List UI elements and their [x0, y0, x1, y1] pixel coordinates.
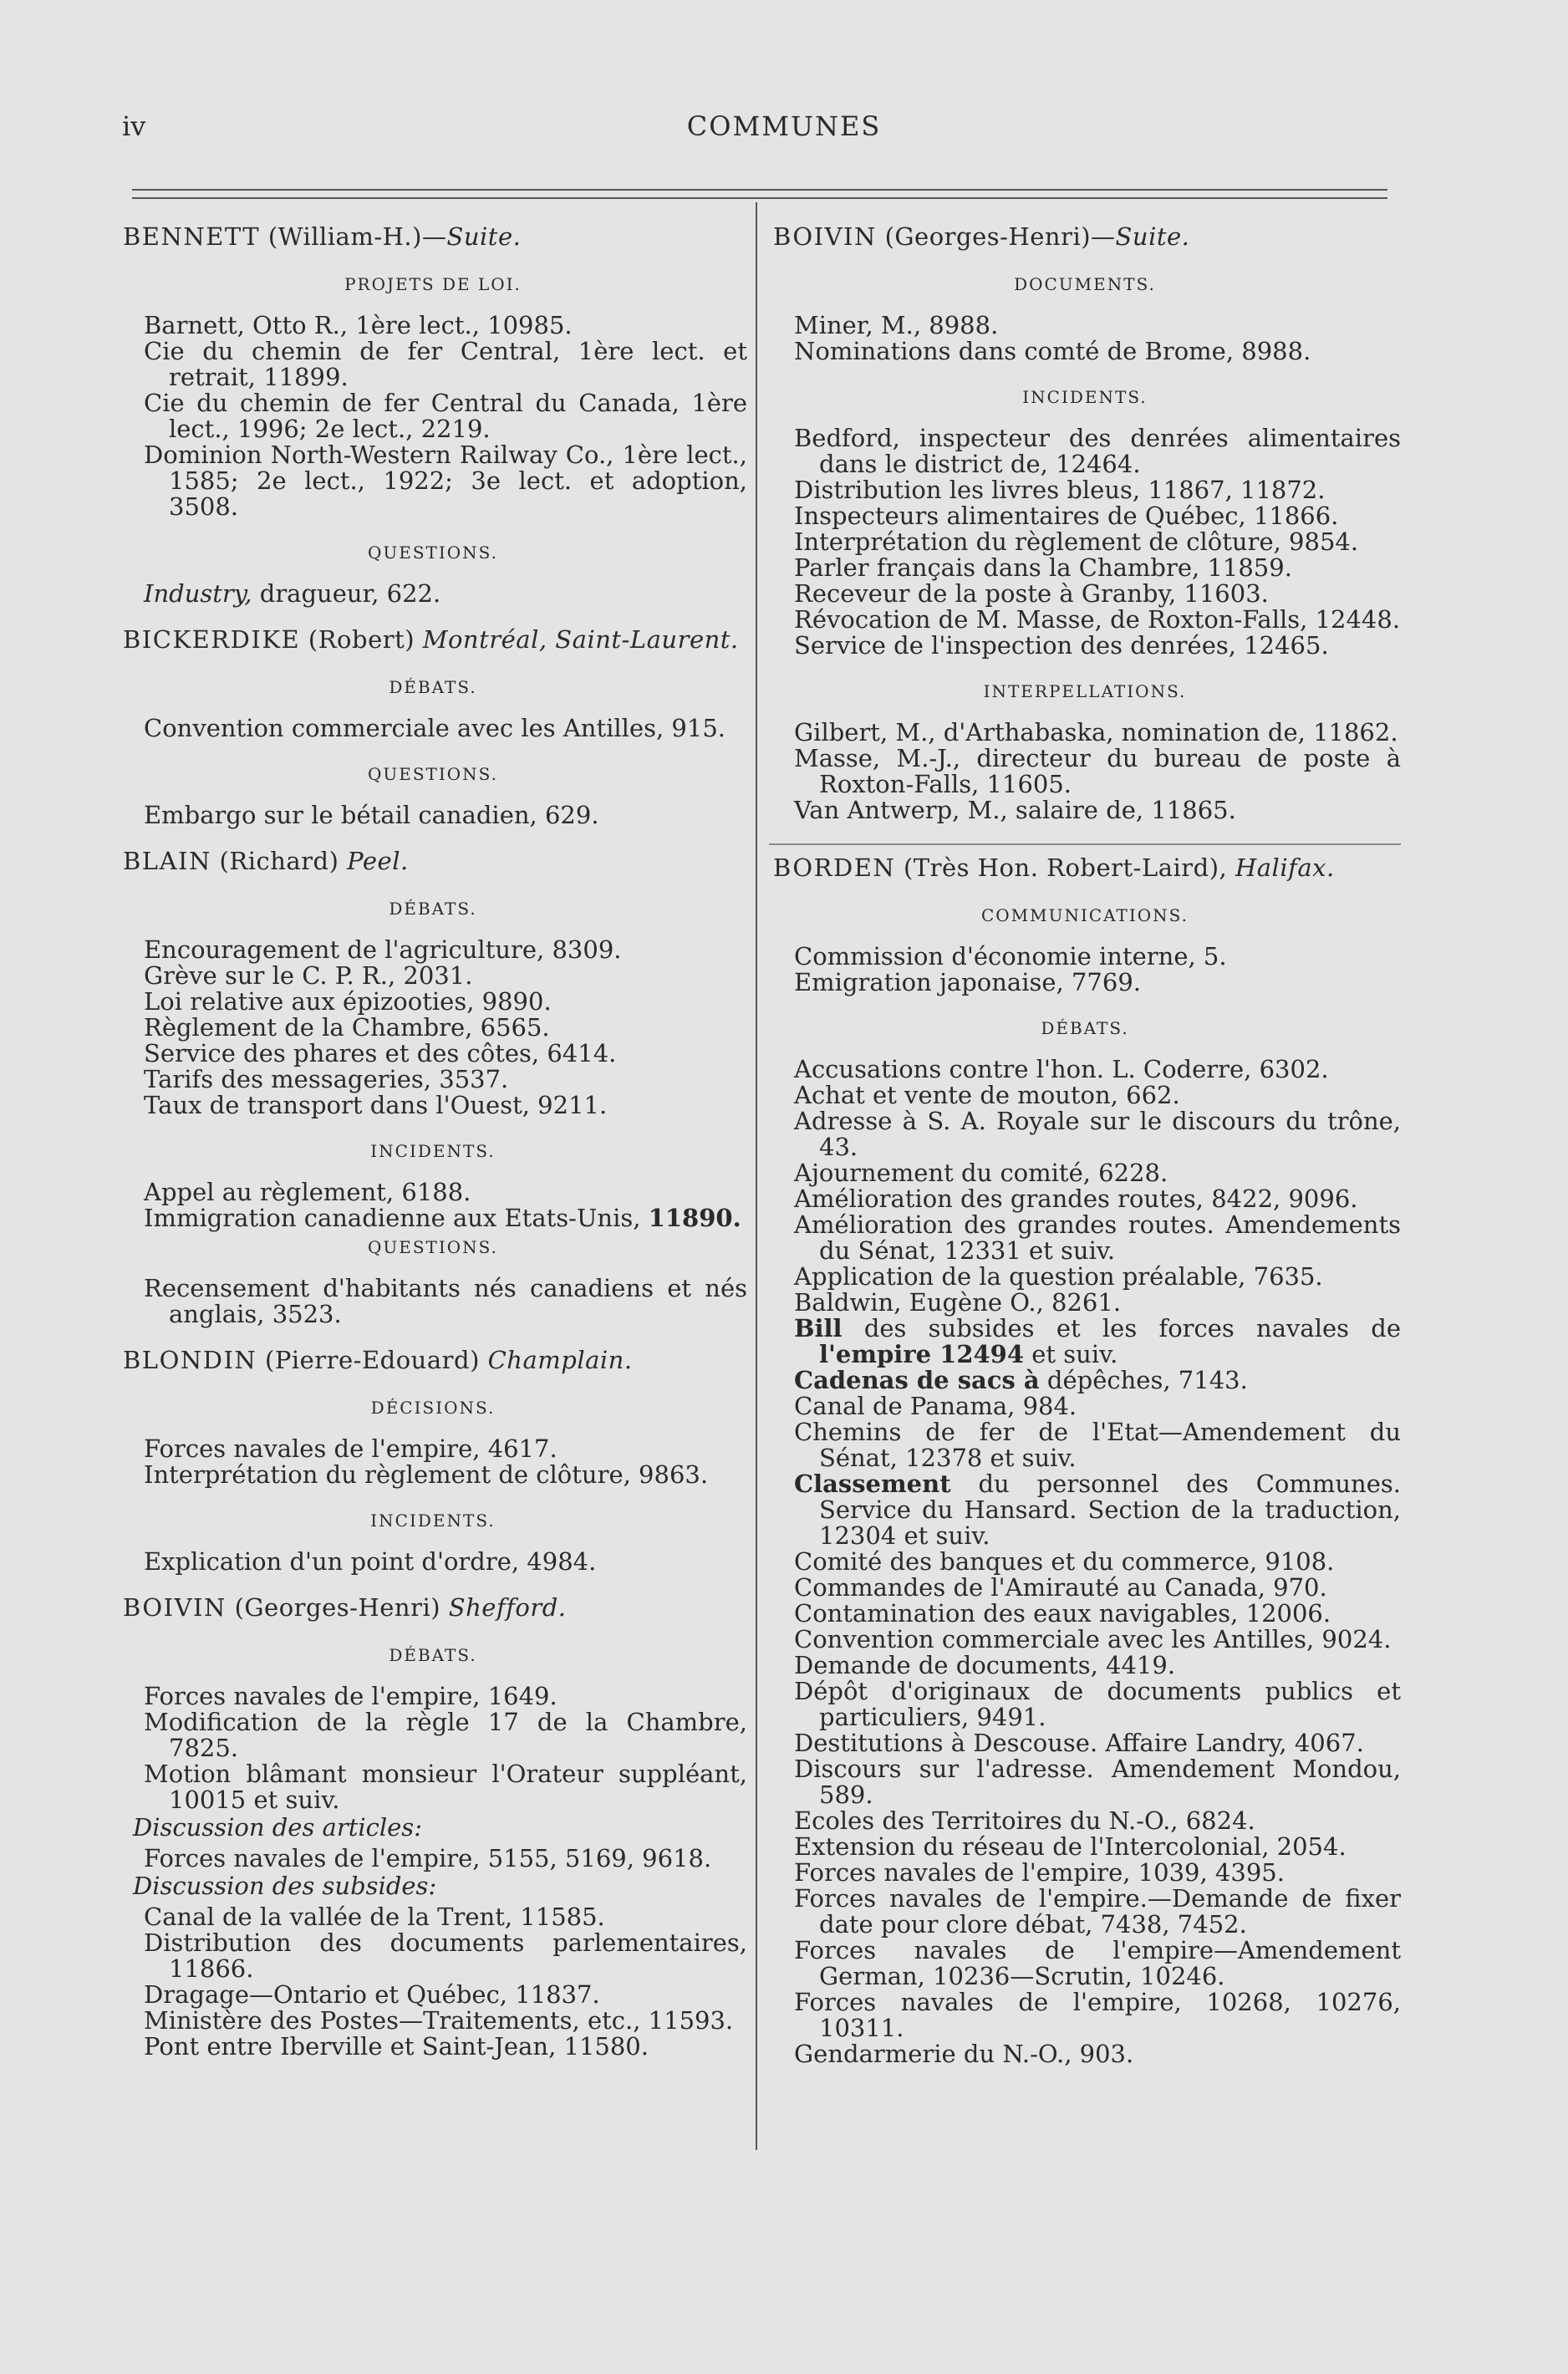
- riding-name: Halifax.: [1235, 853, 1335, 882]
- list-item: Amélioration des grandes routes. Amendements du Sénat, 12331 et suiv.: [794, 1210, 1401, 1265]
- list-item: Comité des banques et du commerce, 9108.: [794, 1547, 1335, 1576]
- list-item: Cie du chemin de fer Central du Canada, 1ère lect., 1996; 2e lect., 2219.: [144, 389, 747, 443]
- page-reference: 11890.: [648, 1204, 741, 1232]
- subsection-label-articles: Discussion des articles:: [133, 1813, 422, 1842]
- section-label-incidents: INCIDENTS.: [370, 1510, 496, 1531]
- entry-heading-borden: [769, 855, 1401, 881]
- list-item: Miner, M., 8988.: [794, 311, 999, 339]
- list-item: Ecoles des Territoires du N.-O., 6824.: [794, 1806, 1255, 1835]
- member-name: BOIVIN: [773, 222, 877, 251]
- list-item-bold: l'empire 12494: [819, 1340, 1025, 1368]
- member-given-names: (Georges-Henri)—: [876, 222, 1116, 251]
- subsection-label-subsides: Discussion des subsides:: [133, 1872, 437, 1900]
- list-item: [119, 339, 747, 390]
- list-item: Interprétation du règlement de clôture, 9854.: [794, 527, 1359, 556]
- section-label-debats: DÉBATS.: [389, 677, 477, 697]
- list-item: [119, 1205, 747, 1231]
- list-item: Forces navales de l'empire, 1649.: [144, 1682, 557, 1710]
- page-number: iv: [122, 110, 146, 142]
- list-item: Application de la question préalable, 7635.: [794, 1262, 1323, 1291]
- member-name: BENNETT: [123, 222, 261, 251]
- entry-heading-blondin: [119, 1347, 747, 1373]
- list-item: Emigration japonaise, 7769.: [794, 968, 1141, 996]
- section-label-incidents: INCIDENTS.: [370, 1141, 496, 1161]
- list-item: Masse, M.-J., directeur du bureau de poste à Roxton-Falls, 11605.: [794, 744, 1401, 798]
- list-item: Parler français dans la Chambre, 11859.: [794, 553, 1292, 582]
- list-item: Contamination des eaux navigables, 12006.: [794, 1599, 1331, 1628]
- suite-label: Suite.: [446, 222, 522, 251]
- entry-heading-boivin-suite: [769, 224, 1401, 250]
- section-label-projets: PROJETS DE LOI.: [344, 274, 522, 294]
- list-item: Service de l'inspection des denrées, 12465.: [794, 631, 1329, 660]
- list-item: Tarifs des messageries, 3537.: [144, 1065, 509, 1093]
- list-item: [769, 1368, 1401, 1393]
- list-item: Nominations dans comté de Brome, 8988.: [794, 337, 1311, 365]
- list-item: Service des phares et des côtes, 6414.: [144, 1039, 617, 1067]
- member-given-names: (Georges-Henri): [226, 1593, 449, 1622]
- running-title: COMMUNES: [686, 110, 882, 142]
- list-item: Canal de la vallée de la Trent, 11585.: [144, 1903, 605, 1931]
- list-item: Van Antwerp, M., salaire de, 11865.: [794, 796, 1236, 824]
- riding-name: Shefford.: [448, 1593, 567, 1622]
- list-item: Amélioration des grandes routes, 8422, 9096.: [794, 1184, 1358, 1213]
- list-item: Embargo sur le bétail canadien, 629.: [144, 801, 599, 829]
- list-item-text: dépêches, 7143.: [1039, 1366, 1248, 1394]
- member-given-names: (Très Hon. Robert-Laird),: [895, 853, 1235, 882]
- suite-label: Suite.: [1115, 222, 1190, 251]
- list-item: Dépôt d'originaux de documents publics et particuliers, 9491.: [794, 1677, 1401, 1731]
- member-name: BICKERDIKE: [123, 625, 301, 654]
- member-name: BOIVIN: [123, 1593, 227, 1622]
- list-item: Receveur de la poste à Granby, 11603.: [794, 579, 1269, 608]
- member-name: BLAIN: [123, 847, 211, 875]
- list-item: Loi relative aux épizooties, 9890.: [144, 987, 552, 1016]
- list-item-bold: Bill: [794, 1314, 843, 1342]
- list-item: Chemins de fer de l'Etat—Amendement du Sénat, 12378 et suiv.: [794, 1418, 1401, 1472]
- list-item: Pont entre Iberville et Saint-Jean, 11580.: [144, 2032, 649, 2061]
- list-item: Ajournement du comité, 6228.: [794, 1159, 1168, 1187]
- list-item: Destitutions à Descouse. Affaire Landry, 4067.: [794, 1729, 1364, 1757]
- list-item: Ministère des Postes—Traitements, etc., 11593.: [144, 2006, 734, 2035]
- list-item: Forces navales de l'empire, 4617.: [144, 1434, 557, 1463]
- list-item: Baldwin, Eugène O., 8261.: [794, 1288, 1122, 1317]
- list-item: Dragage—Ontario et Québec, 11837.: [144, 1980, 600, 2009]
- section-label-questions: QUESTIONS.: [367, 543, 499, 563]
- list-item: Distribution des documents parlementaires, 11866.: [144, 1928, 747, 1983]
- member-given-names: (William-H.)—: [267, 222, 447, 251]
- riding-name: Peel.: [347, 847, 409, 875]
- list-item: Inspecteurs alimentaires de Québec, 11866.: [794, 502, 1339, 530]
- list-item: Recensement d'habitants nés canadiens et nés anglais, 3523.: [144, 1274, 747, 1328]
- section-label-documents: DOCUMENTS.: [1014, 274, 1156, 294]
- list-item-text: des subsides et les forces navales de: [842, 1314, 1401, 1342]
- column-divider: [756, 202, 757, 2150]
- list-item: Modification de la règle 17 de la Chambre, 7825.: [144, 1708, 747, 1762]
- list-item: Explication d'un point d'ordre, 4984.: [144, 1547, 597, 1576]
- list-item: Gendarmerie du N.-O., 903.: [794, 2040, 1134, 2068]
- section-label-debats: DÉBATS.: [389, 1645, 477, 1665]
- section-label-questions: QUESTIONS.: [367, 1237, 499, 1257]
- list-item: Extension du réseau de l'Intercolonial, 2054.: [794, 1832, 1347, 1861]
- list-item-bold: Cadenas de sacs à: [794, 1366, 1040, 1394]
- list-item: Demande de documents, 4419.: [794, 1651, 1176, 1679]
- list-item: Forces navales de l'empire, 1039, 4395.: [794, 1858, 1285, 1887]
- right-column: [769, 224, 1401, 2067]
- section-label-interpellations: INTERPELLATIONS.: [983, 681, 1187, 701]
- list-item: Distribution les livres bleus, 11867, 11872.: [794, 476, 1326, 504]
- list-item: Gilbert, M., d'Arthabaska, nomination de, 11862.: [794, 718, 1398, 746]
- left-column: [119, 224, 747, 2060]
- list-item-bold: Classement: [794, 1470, 951, 1498]
- list-item: Grève sur le C. P. R., 2031.: [144, 961, 473, 990]
- list-item: Achat et vente de mouton, 662.: [794, 1081, 1180, 1109]
- riding-name: Champlain.: [487, 1346, 633, 1374]
- entry-heading-bennett: [119, 224, 747, 250]
- section-label-debats: DÉBATS.: [1041, 1018, 1129, 1038]
- list-item: Forces navales de l'empire, 10268, 10276, 10311.: [794, 1988, 1401, 2042]
- list-item-text: Immigration canadienne aux Etats-Unis,: [144, 1204, 649, 1232]
- section-label-questions: QUESTIONS.: [367, 764, 499, 784]
- list-item: Canal de Panama, 984.: [794, 1392, 1077, 1420]
- list-item-text: Cie du chemin de fer Central, 1ère lect. et retrait, 11899.: [144, 337, 747, 391]
- vessel-name: Industry,: [144, 579, 252, 608]
- section-label-debats: DÉBATS.: [389, 899, 477, 919]
- list-item: Discours sur l'adresse. Amendement Mondou, 589.: [794, 1755, 1401, 1809]
- entry-block-borden: [769, 843, 1401, 2067]
- list-item: [769, 1471, 1401, 1549]
- list-item: Motion blâmant monsieur l'Orateur suppléant, 10015 et suiv.: [144, 1760, 747, 1814]
- section-label-incidents: INCIDENTS.: [1022, 387, 1148, 407]
- header-rule-top: [132, 189, 1387, 191]
- list-item: [769, 1316, 1401, 1368]
- list-item: Convention commerciale avec les Antilles, 915.: [144, 714, 725, 742]
- member-name: BLONDIN: [123, 1346, 257, 1374]
- list-item-text: du personnel des Communes. Service du Hansard. Section de la traduction, 12304 et suiv.: [819, 1470, 1401, 1550]
- running-head: [0, 110, 1568, 152]
- member-given-names: (Robert): [300, 625, 423, 654]
- list-item: [119, 581, 747, 607]
- entry-heading-bickerdike: [119, 627, 747, 653]
- entry-heading-boivin: [119, 1595, 747, 1621]
- list-item-text: dragueur, 622.: [252, 579, 441, 608]
- list-item: Forces navales de l'empire, 5155, 5169, 9618.: [144, 1844, 712, 1872]
- list-item-text: et suiv.: [1024, 1340, 1118, 1368]
- riding-name: Montréal, Saint-Laurent.: [422, 625, 739, 654]
- list-item: Adresse à S. A. Royale sur le discours du trône, 43.: [794, 1107, 1401, 1161]
- list-item: Bedford, inspecteur des denrées alimentaires dans le district de, 12464.: [794, 424, 1401, 478]
- member-name: BORDEN: [773, 853, 896, 882]
- list-item: Forces navales de l'empire.—Demande de fixer date pour clore débat, 7438, 7452.: [794, 1884, 1401, 1938]
- list-item: Convention commerciale avec les Antilles, 9024.: [794, 1625, 1392, 1653]
- list-item: Commandes de l'Amirauté au Canada, 970.: [794, 1573, 1327, 1602]
- list-item: Encouragement de l'agriculture, 8309.: [144, 935, 622, 964]
- section-label-communications: COMMUNICATIONS.: [980, 905, 1189, 925]
- section-label-decisions: DÉCISIONS.: [370, 1398, 496, 1418]
- header-rule-bottom: [132, 197, 1387, 199]
- list-item: Forces navales de l'empire—Amendement German, 10236—Scrutin, 10246.: [794, 1936, 1401, 1990]
- list-item: Accusations contre l'hon. L. Coderre, 6302.: [794, 1055, 1329, 1083]
- member-given-names: (Pierre-Edouard): [257, 1346, 488, 1374]
- list-item: Règlement de la Chambre, 6565.: [144, 1013, 550, 1042]
- member-given-names: (Richard): [211, 847, 348, 875]
- list-item: Interprétation du règlement de clôture, 9863.: [144, 1460, 709, 1489]
- list-item: Appel au règlement, 6188.: [144, 1178, 471, 1206]
- entry-heading-blain: [119, 848, 747, 874]
- list-item: Taux de transport dans l'Ouest, 9211.: [144, 1091, 608, 1119]
- list-item: Révocation de M. Masse, de Roxton-Falls, 12448.: [794, 605, 1401, 634]
- list-item: Dominion North-Western Railway Co., 1ère lect., 1585; 2e lect., 1922; 3e lect. et adoption, 3508.: [144, 441, 747, 521]
- list-item: Barnett, Otto R., 1ère lect., 10985.: [144, 311, 573, 339]
- list-item: Commission d'économie interne, 5.: [794, 942, 1227, 970]
